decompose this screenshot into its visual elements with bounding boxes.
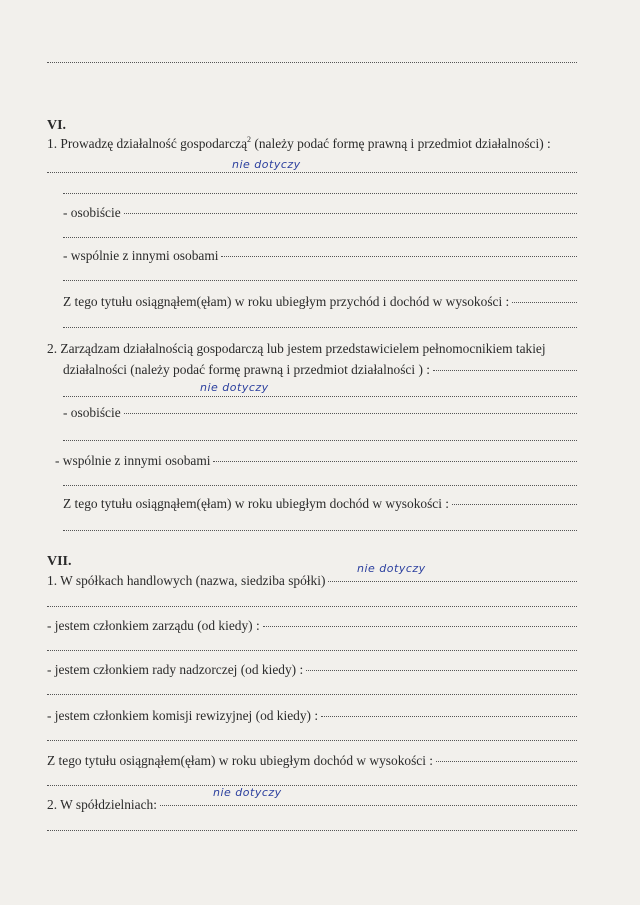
s6-item2-label-1: 2. Zarządzam działalnością gospodarczą lub jestem przedstawicielem pełnomocnikiem takiej [47,341,546,356]
fill-in-field[interactable] [124,213,577,214]
handwritten-answer: nie dotyczy [213,786,282,799]
s6-item2-answer-line[interactable] [63,396,577,397]
s6-item1-line [47,136,580,154]
s6-item2-line2 [63,362,577,378]
dotted-line[interactable] [63,530,577,531]
s7-item2-label: 2. W spółdzielniach: [47,797,157,812]
dotted-line[interactable] [47,740,577,741]
handwritten-answer: nie dotyczy [357,562,426,575]
s6-jointly-label: - wspólnie z innymi osobami [63,248,219,263]
s6-income2-label: Z tego tytułu osiągnąłem(ęłam) w roku ubiegłym dochód w wysokości : [63,496,450,511]
footnote-marker: 2 [247,135,252,144]
dotted-line[interactable] [47,62,577,63]
fill-in-field[interactable] [328,581,577,582]
fill-in-field[interactable] [436,761,577,762]
s7-audit-line [47,708,577,724]
s7-item1-line [47,573,577,589]
s6-item1-answer-line[interactable] [47,172,577,173]
s7-board-line [47,618,577,634]
fill-in-field[interactable] [321,716,577,717]
s7-board-label: - jestem członkiem zarządu (od kiedy) : [47,618,260,633]
s6-jointly-label-2: - wspólnie z innymi osobami [55,453,211,468]
fill-in-field[interactable] [433,370,577,371]
dotted-line[interactable] [63,485,577,486]
s6-jointly-line-2 [55,453,577,469]
s6-income-revenue-line [63,294,577,310]
s7-supervisory-line [47,662,577,678]
handwritten-answer: nie dotyczy [232,158,301,171]
s6-item2-line1 [47,341,580,357]
fill-in-field[interactable] [221,256,577,257]
dotted-line[interactable] [63,440,577,441]
section-heading-vi: VI. [47,118,67,133]
s7-item2-line [47,797,577,813]
fill-in-field[interactable] [512,302,577,303]
dotted-line[interactable] [47,650,577,651]
dotted-line[interactable] [63,193,577,194]
s6-personally-line [63,205,577,221]
dotted-line[interactable] [47,830,577,831]
section-heading-vii: VII. [47,554,72,569]
dotted-line[interactable] [63,280,577,281]
s7-income-line [47,753,577,769]
s6-personally-line-2 [63,405,577,421]
s6-item1-label: 1. Prowadzę działalność gospodarczą$^2$ (należy podać formę prawną i przedmiot działalności) : [47,135,551,151]
s7-item1-label: 1. W spółkach handlowych (nazwa, siedziba spółki) [47,573,326,588]
dotted-line[interactable] [47,785,577,786]
s6-income2-line [63,496,577,512]
dotted-line[interactable] [63,237,577,238]
handwritten-answer: nie dotyczy [200,381,269,394]
s7-audit-label: - jestem członkiem komisji rewizyjnej (od kiedy) : [47,708,319,723]
fill-in-field[interactable] [452,504,577,505]
s7-income-label: Z tego tytułu osiągnąłem(ęłam) w roku ubiegłym dochód w wysokości : [47,753,434,768]
s6-item2-label-2: działalności (należy podać formę prawną i przedmiot działalności ) : [63,362,430,377]
fill-in-field[interactable] [124,413,577,414]
s6-income-revenue-label: Z tego tytułu osiągnąłem(ęłam) w roku ubiegłym przychód i dochód w wysokości : [63,294,510,309]
fill-in-field[interactable] [263,626,577,627]
dotted-line[interactable] [47,694,577,695]
fill-in-field[interactable] [213,461,577,462]
s6-jointly-line [63,248,577,264]
s6-personally-label: - osobiście [63,205,121,220]
fill-in-field[interactable] [306,670,577,671]
s6-personally-label-2: - osobiście [63,405,121,420]
dotted-line[interactable] [47,606,577,607]
dotted-line[interactable] [63,327,577,328]
fill-in-field[interactable] [160,805,577,806]
s7-supervisory-label: - jestem członkiem rady nadzorczej (od kiedy) : [47,662,304,677]
